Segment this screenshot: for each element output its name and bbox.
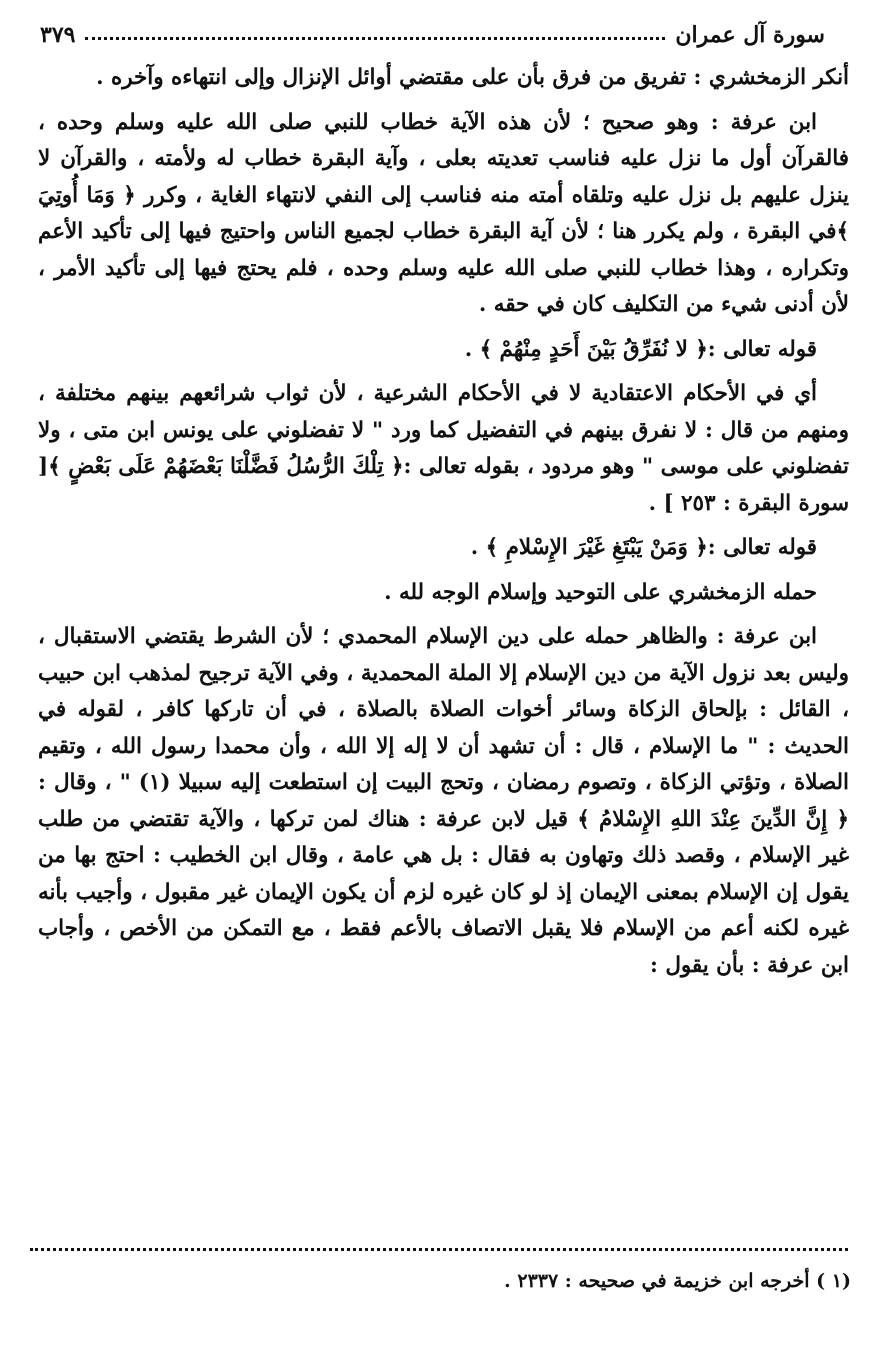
paragraph-ibn-arafa-2: ابن عرفة : والظاهر حمله على دين الإسلام المحمدي ؛ لأن الشرط يقتضي الاستقبال ، وليس بعد نزول الآية من دين الإسلام إلا الملة المحمدية ، وفي الآية ترجيح لمذهب ابن حبيب ، القائل : بإلحاق الزكاة وسائر أخوات الصلاة بالصلاة ، في أن تاركها كافر ، لقوله في الحديث : " ما الإسلام ، قال : أن تشهد أن لا إله إلا الله ، وأن محمدا رسول الله ، وتقيم الصلاة ، وتؤتي الزكاة ، وتصوم رمضان ، وتحج البيت إن استطعت إليه سبيلا (١) " ، وقال : ﴿ إِنَّ الدِّينَ عِنْدَ اللهِ الإِسْلامُ ﴾ قيل لابن عرفة : هناك لمن تركها ، والآية تقتضي من طلب غير الإسلام ، وقصد ذلك وتهاون به فقال : بل هي عامة ، وقال ابن الخطيب : احتج بها من يقول إن الإسلام بمعنى الإيمان إذ لو كان غيره لزم أن يكون الإيمان غير مقبول ، وأجيب بأنه غيره لكنه أعم من الإسلام فلا يقبل الاتصاف بالأعم فقط ، مع التمكن من الأخص ، وأجاب ابن عرفة : بأن يقول : bbox=[38, 624, 849, 978]
footnote-divider bbox=[30, 1248, 848, 1251]
header-dotted-rule bbox=[85, 37, 665, 40]
paragraph-zamakhshari-2: حمله الزمخشري على التوحيد وإسلام الوجه لله . bbox=[384, 579, 817, 605]
footnote: (١ ) أخرجه ابن خزيمة في صحيحه : ٢٣٣٧ . bbox=[504, 1270, 851, 1292]
page-number: ٣٧٩ bbox=[40, 22, 76, 48]
paragraph-zamakhshari-1: أنكر الزمخشري : تفريق من فرق بأن على مقتضي أوائل الإنزال وإلى انتهاءه وآخره . bbox=[96, 65, 849, 90]
verse-quote-1: قوله تعالى :﴿ لا نُفَرِّقُ بَيْنَ أَحَدٍ مِنْهُمْ ﴾ . bbox=[464, 336, 817, 362]
verse-quote-2: قوله تعالى :﴿ وَمَنْ يَبْتَغِ غَيْرَ الإِسْلامِ ﴾ . bbox=[470, 535, 817, 560]
paragraph-ibn-arafa-1: ابن عرفة : وهو صحيح ؛ لأن هذه الآية خطاب للنبي صلى الله عليه وسلم وحده ، فالقرآن أول ما نزل عليه فناسب تعديته بعلى ، وآية البقرة خطاب له ولأمته ، والقرآن لا ينزل عليهم بل نزل عليه وتلقاه أمته منه فناسب إلى النفي لانتهاء الغاية ، وكرر ﴿ وَمَا أُوتِيَ ﴾في البقرة ، ولم يكرر هنا ؛ لأن آية البقرة خطاب لجميع الناس واحتيج فيها إلى تأكيد الأعم وتكراره ، وهذا خطاب للنبي صلى الله عليه وسلم وحده ، فلم يحتج فيها إلى تأكيد الأمر ، لأن أدنى شيء من التكليف كان في حقه . bbox=[38, 109, 849, 317]
page-header bbox=[40, 22, 825, 48]
page-body bbox=[38, 60, 849, 984]
surah-title: سورة آل عمران bbox=[675, 22, 825, 48]
paragraph-commentary-1: أي في الأحكام الاعتقادية لا في الأحكام الشرعية ، لأن ثواب شرائعهم بينهم مختلفة ، ومنهم من قال : لا نفرق بينهم في التفضيل كما ورد " لا تفضلوني على يونس ابن متى ، ولا تفضلوني على موسى " وهو مردود ، بقوله تعالى :﴿ تِلْكَ الرُّسُلُ فَضَّلْنَا بَعْضَهُمْ عَلَى بَعْضٍ ﴾[ سورة البقرة : ٢٥٣ ] . bbox=[38, 381, 849, 516]
